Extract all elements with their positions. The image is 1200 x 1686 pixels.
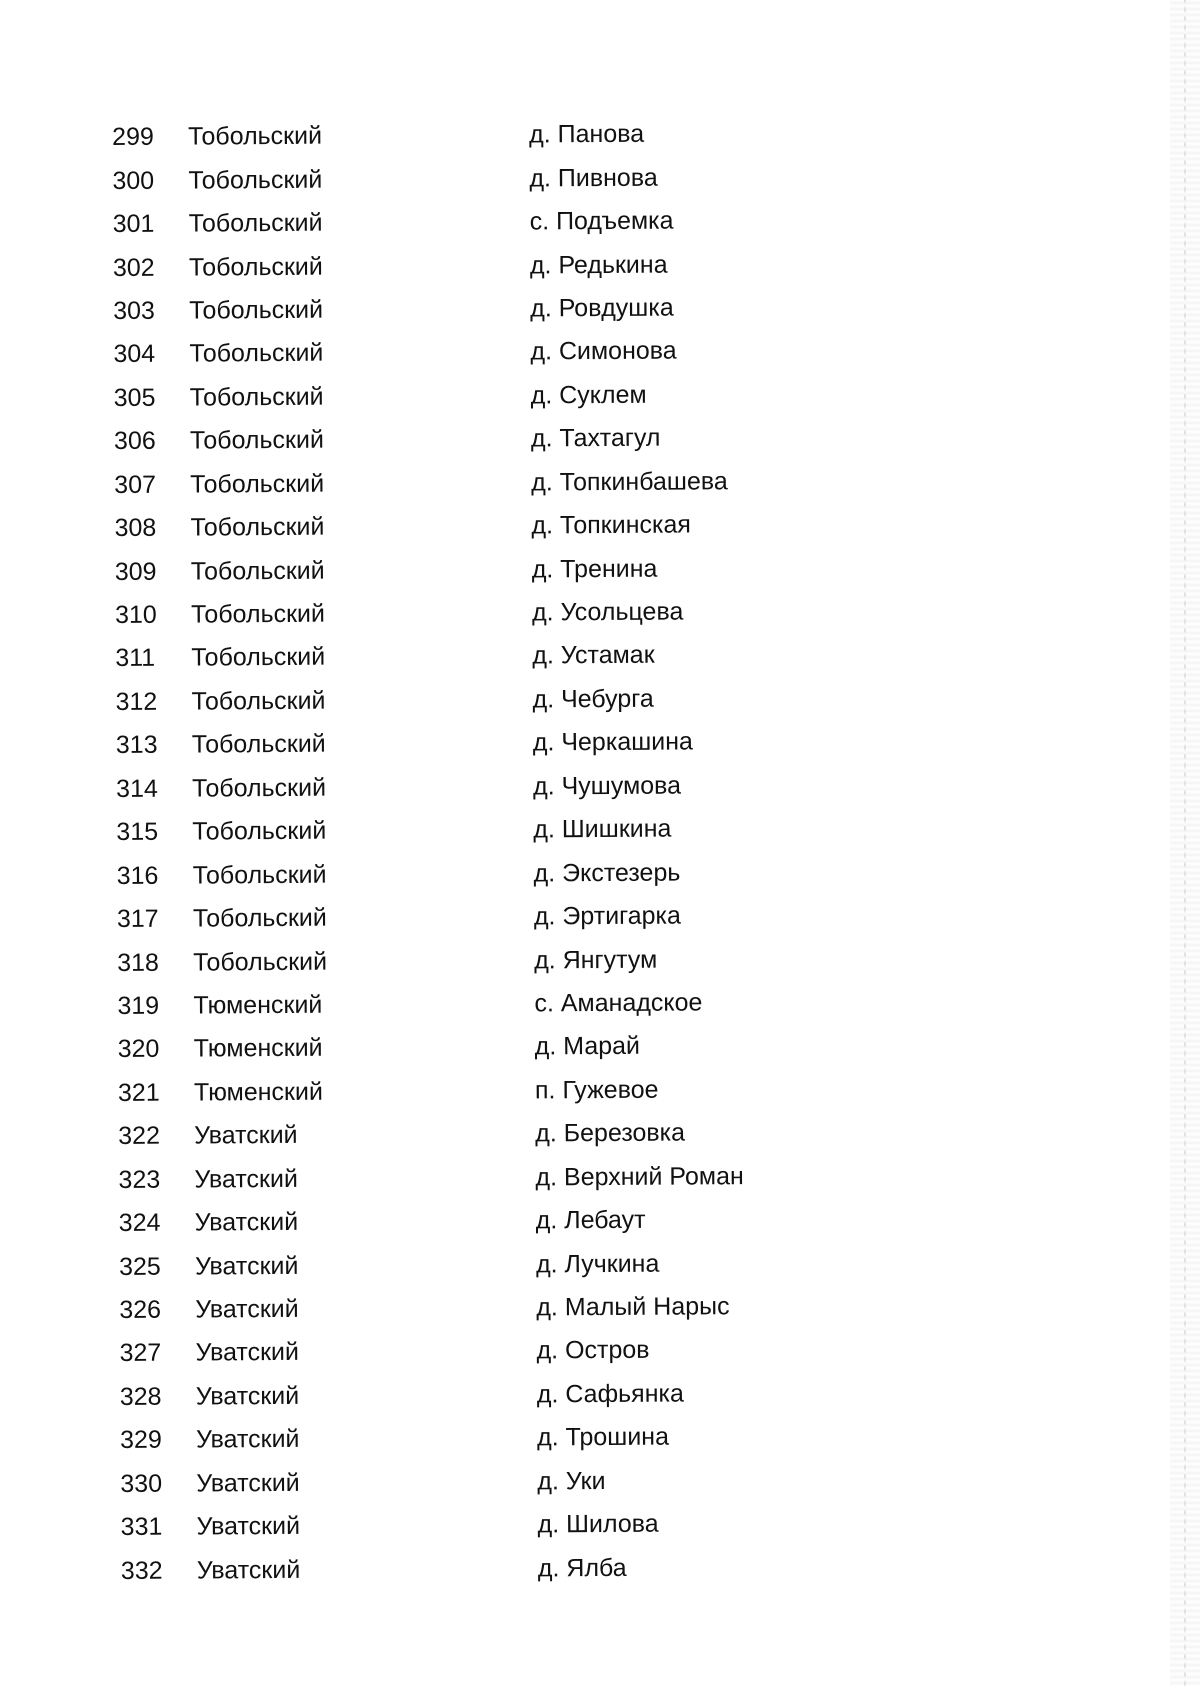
district-name: Тобольский <box>190 556 325 586</box>
settlement-name: д. Топкинбашева <box>531 466 728 497</box>
district-name: Тобольский <box>189 295 324 325</box>
table-row <box>118 1154 818 1202</box>
table-row <box>120 1415 820 1463</box>
district-name: Тобольский <box>192 860 327 890</box>
settlement-name: д. Панова <box>529 119 645 149</box>
district-name: Тобольский <box>191 686 326 716</box>
row-number: 329 <box>120 1426 162 1455</box>
district-name: Уватский <box>196 1468 300 1498</box>
row-number: 304 <box>113 340 156 369</box>
settlement-name: д. Шилова <box>537 1509 659 1539</box>
table-row <box>117 980 817 1028</box>
table-row <box>115 676 815 724</box>
table-row <box>113 199 813 247</box>
district-name: Тобольский <box>188 121 323 151</box>
table-row <box>114 416 814 464</box>
row-number: 326 <box>119 1295 162 1325</box>
settlement-name: д. Тахтагул <box>530 423 661 453</box>
settlement-name: д. Лучкина <box>535 1249 660 1279</box>
settlement-name: с. Подъемка <box>529 206 674 236</box>
row-number: 311 <box>115 644 156 673</box>
settlement-name: д. Остров <box>536 1336 650 1365</box>
row-number: 319 <box>117 991 160 1020</box>
table-row <box>114 503 814 551</box>
table-row <box>120 1502 820 1550</box>
row-number: 330 <box>120 1469 163 1498</box>
row-number: 325 <box>118 1252 161 1281</box>
settlement-name: д. Черкашина <box>532 727 693 757</box>
row-number: 332 <box>120 1556 163 1585</box>
row-number: 307 <box>114 470 157 499</box>
row-number: 328 <box>119 1382 162 1411</box>
district-name: Тобольский <box>192 816 327 846</box>
row-number: 331 <box>120 1512 163 1542</box>
table-row <box>113 242 813 290</box>
table-row <box>120 1371 820 1419</box>
row-number: 320 <box>117 1035 160 1064</box>
table-row <box>115 546 815 594</box>
table-row <box>116 807 816 855</box>
district-name: Тобольский <box>190 599 326 629</box>
district-name: Уватский <box>194 1164 298 1194</box>
settlement-name: д. Пивнова <box>529 163 658 193</box>
row-number: 301 <box>112 209 155 239</box>
district-name: Уватский <box>196 1555 301 1585</box>
district-name: Уватский <box>196 1425 300 1454</box>
settlement-name: д. Симонова <box>530 336 677 366</box>
row-number: 323 <box>118 1165 161 1194</box>
district-name: Тобольский <box>191 730 326 759</box>
settlement-name: д. Чушумова <box>533 771 682 801</box>
row-number: 299 <box>112 122 154 152</box>
district-name: Тобольский <box>188 165 323 195</box>
row-number: 302 <box>112 253 155 282</box>
row-number: 312 <box>115 687 158 716</box>
district-name: Тюменский <box>193 1034 323 1063</box>
table-row <box>119 1328 819 1376</box>
scan-edge-artifact <box>1170 0 1200 1686</box>
district-name: Тобольский <box>189 425 324 455</box>
settlement-name: д. Уки <box>537 1466 606 1496</box>
row-number: 309 <box>114 557 157 586</box>
district-name: Тобольский <box>190 469 325 499</box>
settlement-name: д. Березовка <box>535 1118 686 1148</box>
district-name: Тобольский <box>192 773 327 803</box>
settlement-name: д. Ровдушка <box>530 293 674 323</box>
district-name: Уватский <box>195 1294 299 1324</box>
district-name: Уватский <box>195 1338 300 1367</box>
district-name: Уватский <box>194 1208 299 1237</box>
table-row <box>113 285 813 333</box>
settlement-name: д. Топкинская <box>531 510 691 540</box>
table-row <box>119 1285 819 1333</box>
settlement-name: д. Тренина <box>531 554 658 584</box>
row-number: 324 <box>118 1208 161 1238</box>
settlement-name: с. Аманадское <box>534 988 703 1018</box>
row-number: 318 <box>117 948 159 977</box>
settlement-name: д. Верхний Роман <box>535 1161 744 1192</box>
row-number: 327 <box>119 1339 162 1368</box>
table-row <box>115 590 815 638</box>
settlement-name: д. Сафьянка <box>536 1379 684 1409</box>
row-number: 314 <box>116 774 158 803</box>
table-row <box>120 1458 820 1506</box>
table-row <box>115 633 815 681</box>
table-row <box>118 1067 818 1115</box>
district-name: Тобольский <box>188 208 323 238</box>
table-row <box>118 1024 818 1072</box>
settlement-name: д. Трошина <box>536 1422 670 1452</box>
row-number: 306 <box>113 427 156 456</box>
table-row <box>117 850 817 898</box>
row-number: 305 <box>113 383 156 412</box>
settlement-name: д. Шишкина <box>533 814 672 844</box>
table-row <box>117 937 817 985</box>
table-row <box>119 1241 819 1289</box>
district-name: Уватский <box>196 1512 301 1541</box>
district-name: Тюменский <box>193 990 323 1020</box>
district-name: Уватский <box>194 1121 298 1150</box>
row-number: 316 <box>116 861 159 890</box>
district-name: Тюменский <box>193 1077 323 1107</box>
settlement-name: д. Марай <box>534 1032 641 1061</box>
settlement-name: д. Малый Нарыс <box>536 1292 730 1322</box>
settlement-name: д. Суклем <box>530 380 647 410</box>
row-number: 315 <box>116 817 159 847</box>
district-name: Тобольский <box>192 903 327 933</box>
district-name: Уватский <box>195 1381 300 1411</box>
row-number: 300 <box>112 166 155 195</box>
table-row <box>113 329 813 377</box>
row-number: 317 <box>116 904 159 934</box>
row-number: 303 <box>113 296 155 325</box>
district-name: Тобольский <box>193 947 328 977</box>
settlement-name: п. Гужевое <box>534 1075 659 1105</box>
district-name: Уватский <box>194 1251 299 1281</box>
settlement-name: д. Экстезерь <box>533 858 681 888</box>
district-name: Тобольский <box>189 382 324 412</box>
table-row <box>112 155 812 203</box>
row-number: 321 <box>117 1078 160 1107</box>
settlement-name: д. Усольцева <box>531 597 684 627</box>
table-row <box>114 459 814 507</box>
settlement-name: д. Редькина <box>529 250 668 279</box>
row-number: 310 <box>114 600 157 630</box>
table-row <box>116 763 816 811</box>
table-row <box>112 112 812 160</box>
row-number: 313 <box>115 731 158 760</box>
row-number: 308 <box>114 513 157 543</box>
settlement-name: д. Ялба <box>537 1553 627 1583</box>
row-number: 322 <box>118 1122 161 1151</box>
settlement-name: д. Лебаут <box>535 1205 646 1235</box>
table-row <box>121 1545 821 1593</box>
settlement-name: д. Чебурга <box>532 684 654 714</box>
district-name: Тобольский <box>188 252 323 282</box>
table-row <box>117 894 817 942</box>
settlement-name: д. Эртигарка <box>533 901 681 931</box>
district-name: Тобольский <box>190 512 325 542</box>
settlement-list <box>112 112 821 1593</box>
table-row <box>118 1111 818 1159</box>
district-name: Тобольский <box>191 643 326 672</box>
table-row <box>116 720 816 768</box>
settlement-name: д. Устамак <box>532 641 655 670</box>
district-name: Тобольский <box>189 339 324 368</box>
table-row <box>119 1198 819 1246</box>
table-row <box>114 372 814 420</box>
settlement-name: д. Янгутум <box>534 945 658 974</box>
